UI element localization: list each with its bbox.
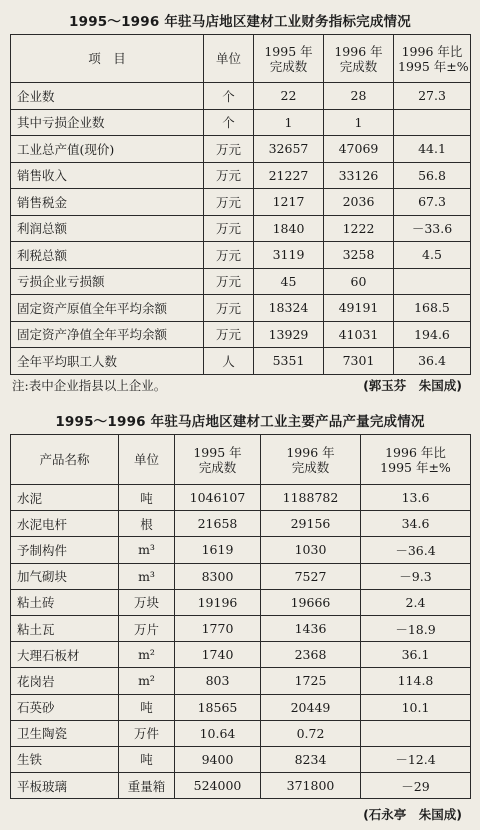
table2-cell-change: －12.4 — [361, 746, 471, 772]
table2-cell-value-1995: 18565 — [175, 694, 261, 720]
table2-row — [11, 589, 471, 615]
table2-cell-value-1995: 524000 — [175, 773, 261, 799]
table2-cell-value-1995: 1619 — [175, 537, 261, 563]
table1-header-unit: 单位 — [204, 35, 254, 83]
table1-cell-value-1996: 60 — [324, 268, 394, 295]
table1-cell-unit: 人 — [204, 348, 254, 375]
table2-cell-value-1996: 1030 — [261, 537, 361, 563]
table2-cell-change: －18.9 — [361, 615, 471, 641]
table1-cell-value-1996: 3258 — [324, 242, 394, 269]
table2-header-row — [11, 435, 471, 485]
table1-cell-value-1995: 1840 — [254, 215, 324, 242]
table2-cell-value-1995: 19196 — [175, 589, 261, 615]
table1-cell-value-1996: 7301 — [324, 348, 394, 375]
table2-cell-unit: m² — [119, 668, 175, 694]
table1-cell-unit: 万元 — [204, 242, 254, 269]
table1-cell-change: 44.1 — [394, 136, 471, 163]
table2-header-1995: 1995 年 完成数 — [175, 435, 261, 485]
table1-row — [11, 268, 471, 295]
table2-cell-value-1996: 1188782 — [261, 485, 361, 511]
table2-cell-name: 粘土砖 — [11, 589, 119, 615]
table2-cell-change: 114.8 — [361, 668, 471, 694]
table2-cell-value-1995: 10.64 — [175, 720, 261, 746]
table2-cell-value-1995: 1770 — [175, 615, 261, 641]
table2-cell-value-1996: 1436 — [261, 615, 361, 641]
table1-cell-name: 利润总额 — [11, 215, 204, 242]
table1-row — [11, 348, 471, 375]
table2-cell-change — [361, 720, 471, 746]
table1-cell-name: 利税总额 — [11, 242, 204, 269]
table2-header-unit: 单位 — [119, 435, 175, 485]
table1-cell-change: 36.4 — [394, 348, 471, 375]
table1-cell-unit: 个 — [204, 109, 254, 136]
table2-cell-name: 石英砂 — [11, 694, 119, 720]
product-output-table — [10, 434, 471, 799]
table1-cell-name: 工业总产值(现价) — [11, 136, 204, 163]
table2-cell-unit: 吨 — [119, 746, 175, 772]
table2-cell-name: 生铁 — [11, 746, 119, 772]
table1-cell-unit: 万元 — [204, 295, 254, 322]
table1-row — [11, 215, 471, 242]
table1-cell-unit: 万元 — [204, 136, 254, 163]
table2-row — [11, 773, 471, 799]
table1-row — [11, 162, 471, 189]
table1-cell-value-1996: 2036 — [324, 189, 394, 216]
table1-cell-value-1995: 45 — [254, 268, 324, 295]
table1-cell-unit: 万元 — [204, 321, 254, 348]
table1-cell-value-1995: 32657 — [254, 136, 324, 163]
table1-cell-unit: 万元 — [204, 215, 254, 242]
table1-cell-value-1996: 47069 — [324, 136, 394, 163]
table1-cell-unit: 万元 — [204, 162, 254, 189]
table1-cell-name: 企业数 — [11, 83, 204, 110]
table1-cell-value-1995: 3119 — [254, 242, 324, 269]
table2-row — [11, 615, 471, 641]
table1-row — [11, 321, 471, 348]
table1-row — [11, 136, 471, 163]
table1-cell-value-1995: 5351 — [254, 348, 324, 375]
table2-author: (石永亭 朱国成) — [363, 807, 462, 822]
table2-cell-value-1995: 1740 — [175, 642, 261, 668]
table1-row — [11, 242, 471, 269]
table1-cell-name: 亏损企业亏损额 — [11, 268, 204, 295]
table2-cell-value-1996: 20449 — [261, 694, 361, 720]
table2-cell-name: 水泥电杆 — [11, 511, 119, 537]
table1-cell-change: 194.6 — [394, 321, 471, 348]
table2-header-1996: 1996 年 完成数 — [261, 435, 361, 485]
finance-indicators-table — [10, 34, 471, 375]
table1-cell-name: 全年平均职工人数 — [11, 348, 204, 375]
table1-header-1995: 1995 年 完成数 — [254, 35, 324, 83]
table2-cell-name: 花岗岩 — [11, 668, 119, 694]
table2-cell-unit: 万件 — [119, 720, 175, 746]
table1-cell-unit: 万元 — [204, 268, 254, 295]
table2-cell-unit: 重量箱 — [119, 773, 175, 799]
table2-cell-unit: 吨 — [119, 485, 175, 511]
table1-cell-change — [394, 268, 471, 295]
table1-row — [11, 83, 471, 110]
table1-cell-name: 其中亏损企业数 — [11, 109, 204, 136]
table2-row — [11, 746, 471, 772]
table1-cell-value-1995: 21227 — [254, 162, 324, 189]
table1-cell-change: 56.8 — [394, 162, 471, 189]
table1-cell-value-1996: 49191 — [324, 295, 394, 322]
table2-cell-unit: 吨 — [119, 694, 175, 720]
table2-cell-value-1995: 1046107 — [175, 485, 261, 511]
table1-row — [11, 109, 471, 136]
table2-cell-value-1996: 0.72 — [261, 720, 361, 746]
table1-row — [11, 189, 471, 216]
table2-cell-name: 卫生陶瓷 — [11, 720, 119, 746]
table2-cell-value-1996: 1725 — [261, 668, 361, 694]
table1-header-1996: 1996 年 完成数 — [324, 35, 394, 83]
table1-cell-change: 4.5 — [394, 242, 471, 269]
table2-header-change: 1996 年比 1995 年±% — [361, 435, 471, 485]
table1-cell-value-1995: 13929 — [254, 321, 324, 348]
table2-cell-name: 水泥 — [11, 485, 119, 511]
table1-cell-change: 27.3 — [394, 83, 471, 110]
table1-cell-name: 销售收入 — [11, 162, 204, 189]
table2-cell-change: －29 — [361, 773, 471, 799]
table2-cell-unit: m³ — [119, 563, 175, 589]
table2-cell-value-1996: 19666 — [261, 589, 361, 615]
table2-row — [11, 537, 471, 563]
table2-row — [11, 642, 471, 668]
table1-cell-value-1996: 1 — [324, 109, 394, 136]
table2-cell-value-1996: 7527 — [261, 563, 361, 589]
table1-author: (郭玉芬 朱国成) — [363, 378, 462, 393]
table2-cell-name: 予制构件 — [11, 537, 119, 563]
table2-cell-value-1996: 2368 — [261, 642, 361, 668]
table2-cell-value-1996: 8234 — [261, 746, 361, 772]
table1-cell-unit: 个 — [204, 83, 254, 110]
table2-cell-value-1995: 9400 — [175, 746, 261, 772]
table2-row — [11, 668, 471, 694]
table1-cell-value-1995: 18324 — [254, 295, 324, 322]
table1-cell-change: 67.3 — [394, 189, 471, 216]
table2-row — [11, 485, 471, 511]
table1-title: 1995～1996 年驻马店地区建材工业财务指标完成情况 — [69, 14, 411, 30]
table1-note: 注:表中企业指县以上企业。 — [12, 378, 167, 393]
table1-cell-name: 销售税金 — [11, 189, 204, 216]
table2-cell-change: 34.6 — [361, 511, 471, 537]
table2-cell-name: 粘土瓦 — [11, 615, 119, 641]
table1-cell-change: －33.6 — [394, 215, 471, 242]
table2-cell-unit: 万块 — [119, 589, 175, 615]
table2-cell-unit: m² — [119, 642, 175, 668]
table2-cell-unit: 根 — [119, 511, 175, 537]
table2-cell-unit: 万片 — [119, 615, 175, 641]
table1-cell-name: 固定资产净值全年平均余额 — [11, 321, 204, 348]
table1-row — [11, 295, 471, 322]
table2-cell-change: 36.1 — [361, 642, 471, 668]
table2-row — [11, 720, 471, 746]
table1-cell-value-1996: 1222 — [324, 215, 394, 242]
table2-cell-change: －36.4 — [361, 537, 471, 563]
table2-cell-change: －9.3 — [361, 563, 471, 589]
table1-cell-unit: 万元 — [204, 189, 254, 216]
table1-cell-change: 168.5 — [394, 295, 471, 322]
table2-cell-value-1996: 371800 — [261, 773, 361, 799]
table2-cell-name: 大理石板材 — [11, 642, 119, 668]
table2-cell-change: 10.1 — [361, 694, 471, 720]
table2-cell-value-1995: 803 — [175, 668, 261, 694]
table1-cell-name: 固定资产原值全年平均余额 — [11, 295, 204, 322]
table1-cell-change — [394, 109, 471, 136]
table2-row — [11, 694, 471, 720]
table2-cell-value-1995: 21658 — [175, 511, 261, 537]
table2-cell-name: 加气砌块 — [11, 563, 119, 589]
table1-cell-value-1996: 33126 — [324, 162, 394, 189]
table2-cell-name: 平板玻璃 — [11, 773, 119, 799]
table1-cell-value-1995: 1 — [254, 109, 324, 136]
table2-cell-unit: m³ — [119, 537, 175, 563]
table1-cell-value-1995: 1217 — [254, 189, 324, 216]
table1-header-change: 1996 年比 1995 年±% — [394, 35, 471, 83]
table2-title: 1995～1996 年驻马店地区建材工业主要产品产量完成情况 — [55, 414, 425, 430]
table2-row — [11, 563, 471, 589]
table2-cell-change: 2.4 — [361, 589, 471, 615]
table2-cell-value-1996: 29156 — [261, 511, 361, 537]
table1-cell-value-1996: 28 — [324, 83, 394, 110]
table1-cell-value-1996: 41031 — [324, 321, 394, 348]
table2-cell-change: 13.6 — [361, 485, 471, 511]
table2-header-product: 产品名称 — [11, 435, 119, 485]
table1-header-row — [11, 35, 471, 83]
table1-cell-value-1995: 22 — [254, 83, 324, 110]
table2-cell-value-1995: 8300 — [175, 563, 261, 589]
table2-row — [11, 511, 471, 537]
table1-header-item: 项 目 — [11, 35, 204, 83]
